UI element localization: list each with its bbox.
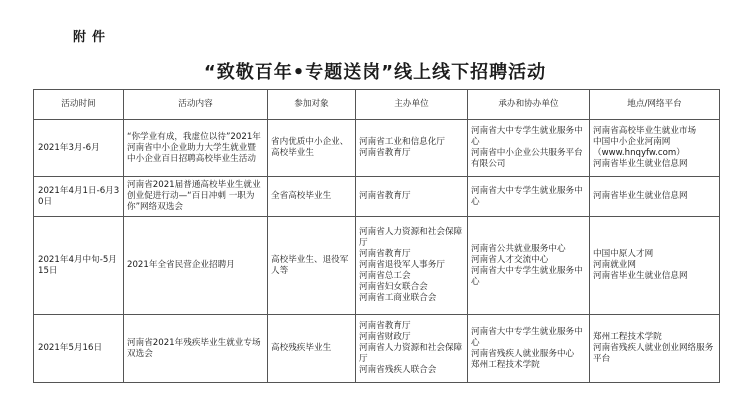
organizer-item: 河南省中小企业公共服务平台有限公司: [471, 148, 583, 169]
platform-item: 河南省高校毕业生就业市场: [593, 126, 697, 136]
platform-item: 河南就业网: [593, 260, 636, 270]
cell-time: 2021年5月16日: [34, 315, 124, 383]
cell-time: 2021年4月中旬-5月15日: [34, 217, 124, 315]
table-row: [34, 177, 720, 217]
cell-participants: 高校残疾毕业生: [268, 315, 356, 383]
organizer-item: 河南省人才交流中心: [471, 254, 549, 265]
cell-organizers: [468, 315, 590, 383]
cell-participants: 省内优质中小企业、高校毕业生: [268, 120, 356, 177]
header-platform: 地点/网络平台: [590, 90, 720, 120]
host-item: 河南省残疾人联合会: [359, 365, 437, 375]
cell-content: 河南省2021届普通高校毕业生就业创业促进行动—“百日冲刺 一职为你”网络双选会: [124, 177, 268, 217]
host-item: 河南省人力资源和社会保障厅: [359, 343, 463, 364]
host-item: 河南省妇女联合会: [359, 282, 428, 292]
organizer-item: 河南省公共就业服务中心: [471, 243, 566, 254]
platform-item: 中国中原人才网: [593, 249, 654, 259]
platform-item: 河南省残疾人就业创业网络服务平台: [593, 343, 714, 364]
organizer-item: 郑州工程技术学院: [471, 359, 540, 370]
cell-platform: [590, 120, 720, 177]
cell-organizers: [468, 217, 590, 315]
host-item: 河南省总工会: [359, 271, 411, 281]
organizer-item: 河南省大中专学生就业服务中心: [471, 326, 583, 348]
cell-host: [356, 177, 468, 217]
platform-item: 河南省毕业生就业信息网: [593, 159, 688, 169]
organizer-item: 河南省大中专学生就业服务中心: [471, 185, 583, 207]
attachment-label: 附件: [73, 30, 112, 45]
host-item: 河南省教育厅: [359, 249, 411, 259]
cell-participants: 高校毕业生、退役军人等: [268, 217, 356, 315]
host-item: 河南省教育厅: [359, 191, 411, 201]
platform-item: 郑州工程技术学院: [593, 332, 662, 342]
table-row: [34, 315, 720, 383]
organizer-item: 河南省大中专学生就业服务中心: [471, 265, 583, 287]
platform-item: 中国中小企业河南网: [593, 137, 671, 147]
cell-time: 2021年3月-6月: [34, 120, 124, 177]
host-item: 河南省教育厅: [359, 321, 411, 331]
table-header-row: [34, 90, 720, 120]
header-time: 活动时间: [34, 90, 124, 120]
host-item: 河南省工商业联合会: [359, 293, 437, 303]
page-title: “致敬百年•专题送岗”线上线下招聘活动: [203, 62, 547, 83]
header-organizers: 承办和协办单位: [468, 90, 590, 120]
header-content: 活动内容: [124, 90, 268, 120]
cell-host: [356, 120, 468, 177]
cell-time: 2021年4月1日-6月30日: [34, 177, 124, 217]
cell-organizers: [468, 120, 590, 177]
recruitment-table: [33, 89, 720, 383]
cell-host: [356, 315, 468, 383]
platform-item: （www.hnqyfw.com）: [593, 148, 685, 158]
cell-host: [356, 217, 468, 315]
header-participants: 参加对象: [268, 90, 356, 120]
cell-platform: [590, 315, 720, 383]
organizer-item: 河南省残疾人就业服务中心: [471, 348, 575, 359]
host-item: 河南省工业和信息化厅: [359, 137, 445, 147]
cell-platform: [590, 177, 720, 217]
cell-content: “你学业有成，我虚位以待”2021年河南省中小企业助力大学生就业暨中小企业百日招聘高校毕业生活动: [124, 120, 268, 177]
cell-platform: [590, 217, 720, 315]
host-item: 河南省人力资源和社会保障厅: [359, 227, 463, 248]
cell-content: 河南省2021年残疾毕业生就业专场双选会: [124, 315, 268, 383]
header-host: 主办单位: [356, 90, 468, 120]
cell-content: 2021年全省民营企业招聘月: [124, 217, 268, 315]
host-item: 河南省退役军人事务厅: [359, 260, 445, 270]
organizer-item: 河南省大中专学生就业服务中心: [471, 126, 583, 147]
table-row: [34, 217, 720, 315]
cell-organizers: [468, 177, 590, 217]
host-item: 河南省财政厅: [359, 332, 411, 342]
platform-item: 河南省毕业生就业信息网: [593, 271, 688, 281]
platform-item: 河南省毕业生就业信息网: [593, 191, 688, 201]
table-row: [34, 120, 720, 177]
host-item: 河南省教育厅: [359, 148, 411, 158]
cell-participants: 全省高校毕业生: [268, 177, 356, 217]
